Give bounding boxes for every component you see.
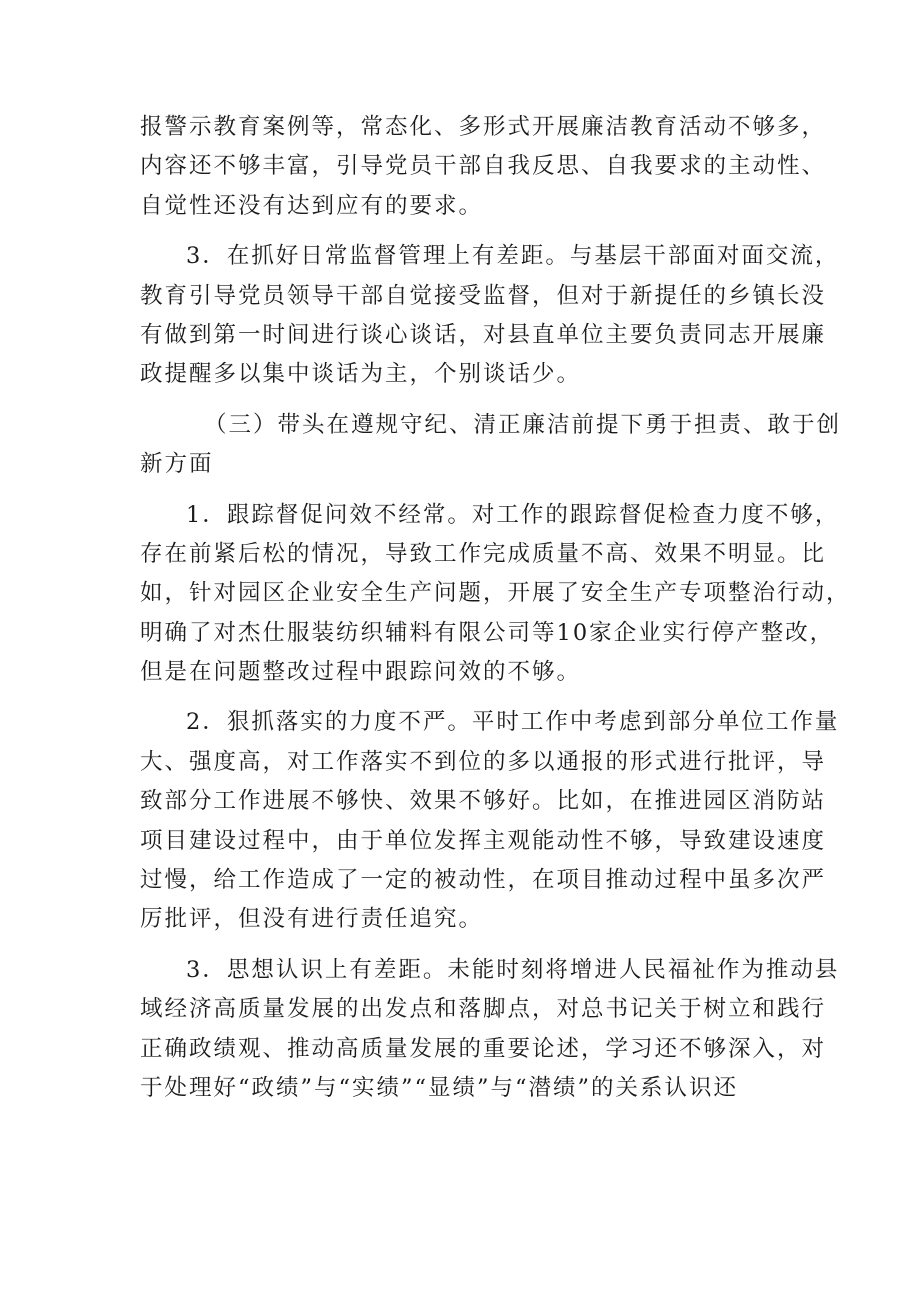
text-line: 明确了对杰仕服装纺织辅料有限公司等10家企业实行停产整改， xyxy=(140,619,835,646)
text-line: 致部分工作进展不够快、效果不够好。比如，在推进园区消防站 xyxy=(140,788,827,815)
text-line: 于处理好“政绩”与“实绩”“显绩”与“潜绩”的关系认识还 xyxy=(140,1074,739,1101)
paragraph-awareness xyxy=(140,951,840,1109)
text-line: 教育引导党员领导干部自觉接受监督，但对于新提任的乡镇长没 xyxy=(140,282,827,309)
paragraph-implementation xyxy=(140,703,840,939)
text-line: （三）带头在遵规守纪、清正廉洁前提下勇于担责、敢于创 xyxy=(204,411,842,438)
text-line: 新方面 xyxy=(140,451,214,478)
text-line: 项目建设过程中，由于单位发挥主观能动性不够，导致建设速度 xyxy=(140,827,827,854)
text-line: 厉批评，但没有进行责任追究。 xyxy=(140,906,484,933)
section-heading-three xyxy=(140,406,842,485)
text-line: 但是在问题整改过程中跟踪问效的不够。 xyxy=(140,659,582,686)
text-line: 有做到第一时间进行谈心谈话，对县直单位主要负责同志开展廉 xyxy=(140,321,827,348)
text-line: 1．跟踪督促问效不经常。对工作的跟踪督促检查力度不够， xyxy=(186,501,840,528)
paragraph-supervision-gap xyxy=(140,237,840,395)
text-line: 过慢，给工作造成了一定的被动性，在项目推动过程中虽多次严 xyxy=(140,867,827,894)
text-line: 3．在抓好日常监督管理上有差距。与基层干部面对面交流， xyxy=(186,243,840,270)
text-line: 自觉性还没有达到应有的要求。 xyxy=(140,192,484,219)
body-text xyxy=(140,108,851,1108)
text-line: 大、强度高，对工作落实不到位的多以通报的形式进行批评，导 xyxy=(140,748,827,775)
text-line: 2．狠抓落实的力度不严。平时工作中考虑到部分单位工作量 xyxy=(186,709,840,736)
text-line: 存在前紧后松的情况，导致工作完成质量不高、效果不明显。比 xyxy=(140,540,827,567)
paragraph-follow-up xyxy=(140,496,851,693)
text-line: 域经济高质量发展的出发点和落脚点，对总书记关于树立和践行 xyxy=(140,996,827,1023)
text-line: 政提醒多以集中谈话为主，个别谈话少。 xyxy=(140,361,582,388)
paragraph-continued xyxy=(140,108,827,226)
text-line: 报警示教育案例等，常态化、多形式开展廉洁教育活动不够多， xyxy=(140,114,827,140)
text-line: 正确政绩观、推动高质量发展的重要论述，学习还不够深入，对 xyxy=(140,1035,827,1062)
text-line: 如，针对园区企业安全生产问题，开展了安全生产专项整治行动， xyxy=(140,580,851,607)
text-line: 内容还不够丰富，引导党员干部自我反思、自我要求的主动性、 xyxy=(140,153,827,180)
text-line: 3．思想认识上有差距。未能时刻将增进人民福祉作为推动县 xyxy=(186,956,840,983)
